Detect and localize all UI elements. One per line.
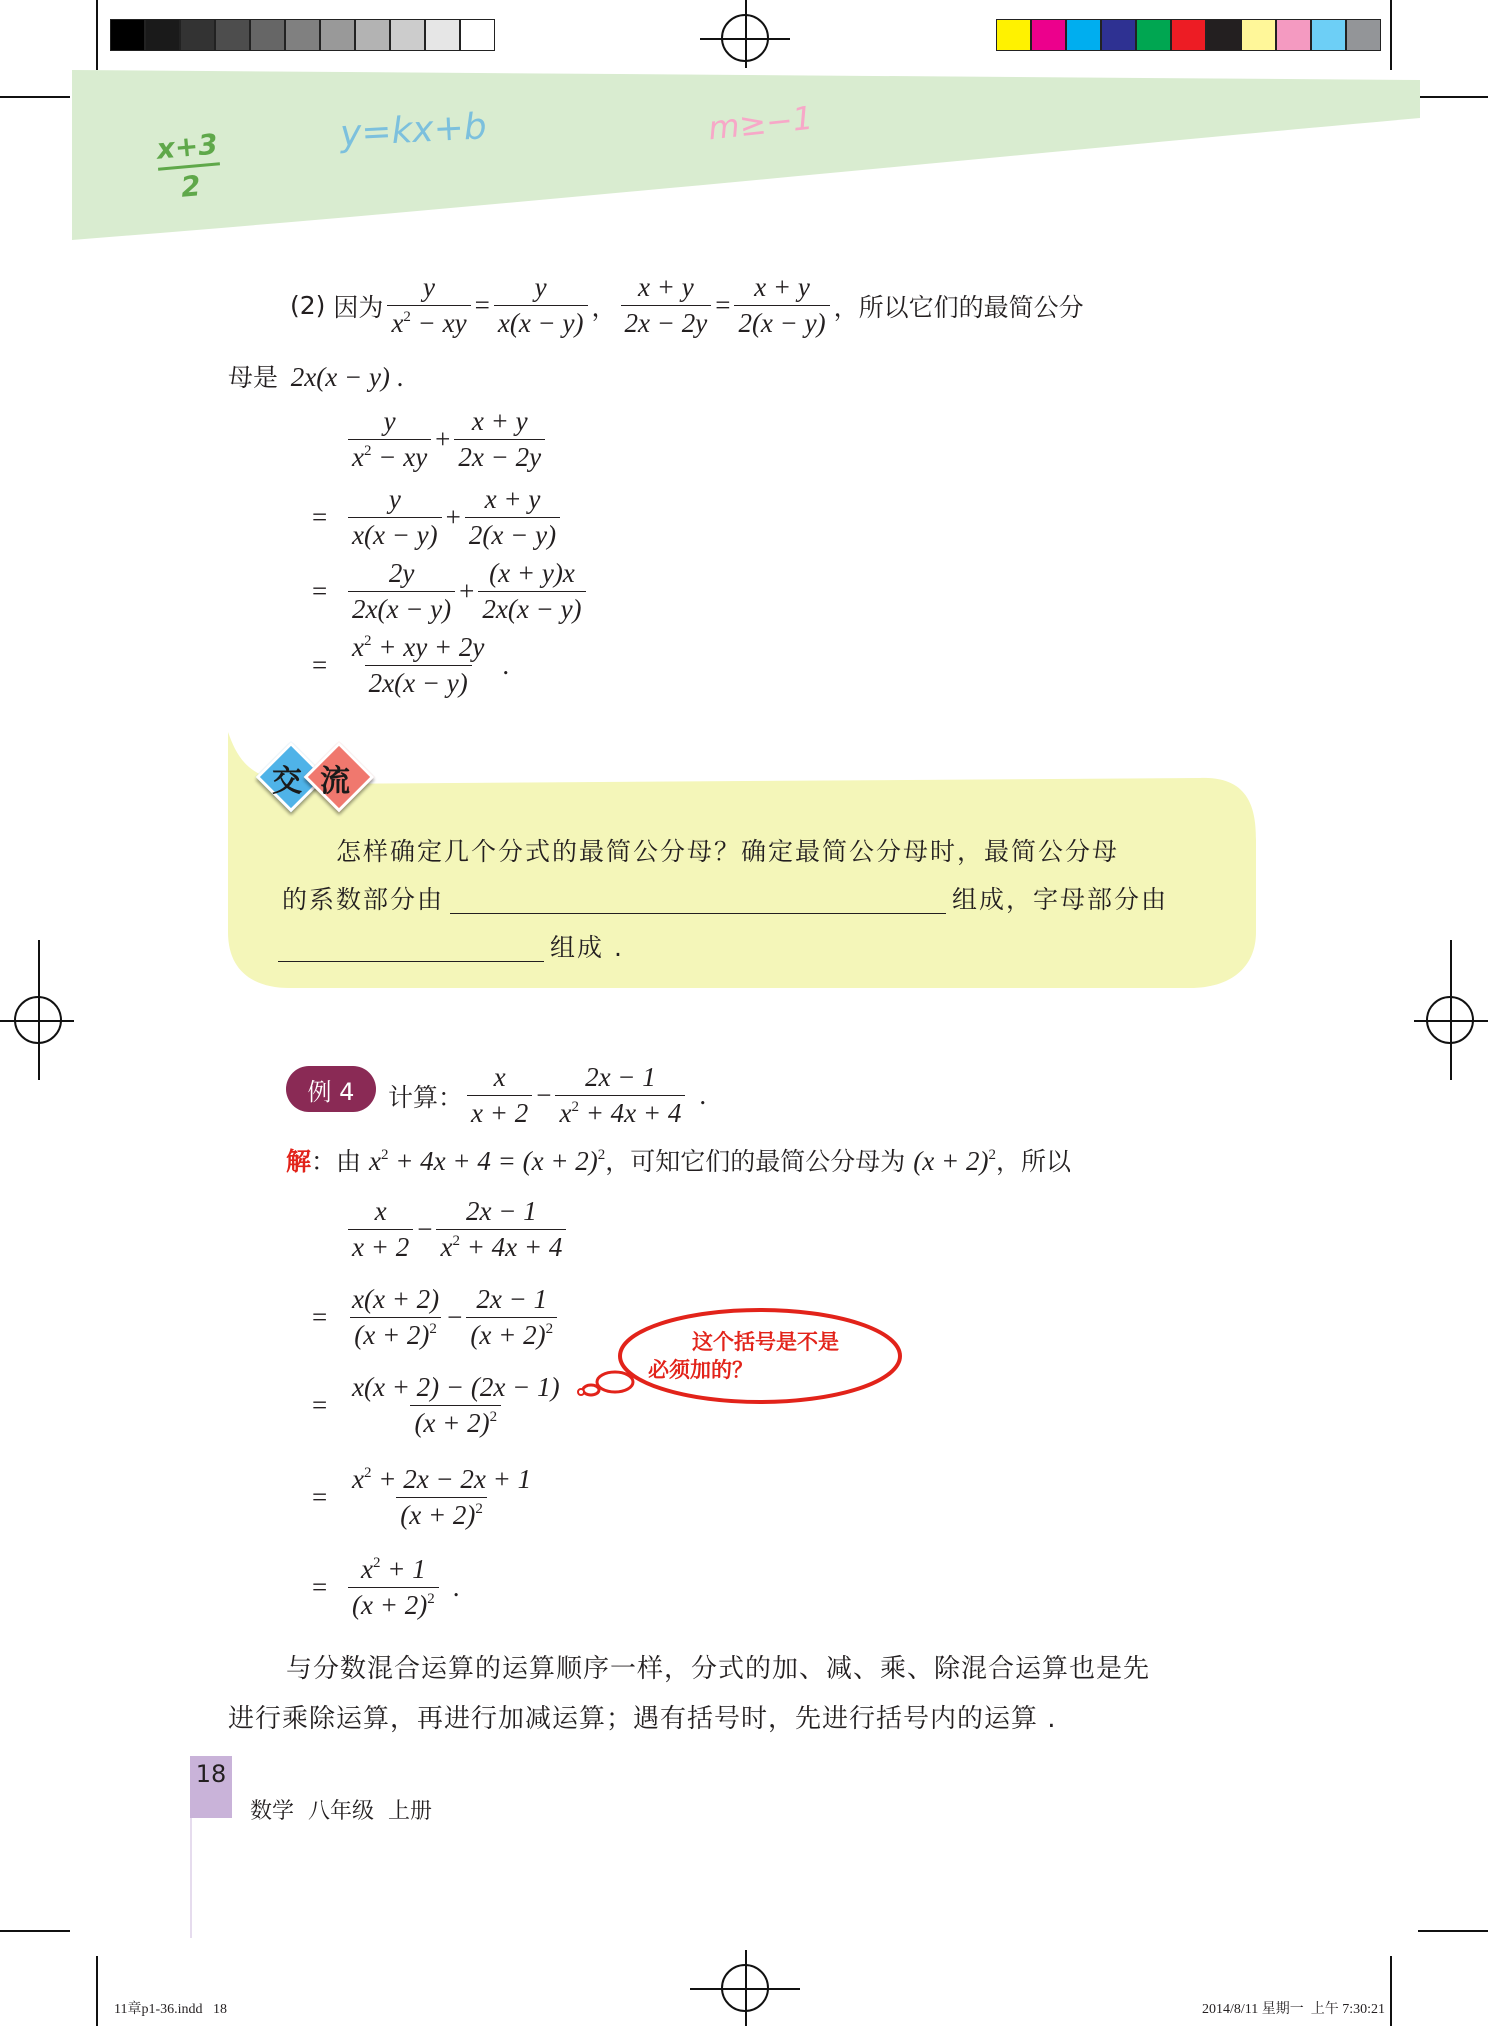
page-number: 18 [195, 1760, 227, 1788]
fraction [387, 272, 470, 339]
derivation-step: = $\frac{x^2 + 2x - 2x + 1}{(x + 2)^2}$ [312, 1464, 539, 1531]
fraction: $\frac{x^2 + 2x - 2x + 1}{(x + 2)^2}$ [352, 1464, 532, 1530]
fraction: $\frac{x}{x + 2}$ [467, 1062, 532, 1129]
page-tab-line [190, 1818, 192, 1938]
answer-blank[interactable] [278, 937, 544, 962]
file-info: 11章p1-36.indd 18 [114, 2002, 228, 2017]
example-badge-label: 例 4 [307, 1077, 355, 1106]
fraction: $\frac{2x - 1}{x^2 + 4x + 4}$ [555, 1062, 685, 1129]
header-frac-top: x+3 [155, 127, 220, 166]
cloud-text-line: 这个括号是不是 [692, 1330, 839, 1354]
discussion-line-1: 怎样确定几个分式的最简公分母？确定最简公分母时，最简公分母 [336, 837, 1120, 866]
fraction: $\frac{x(x + 2)}{(x + 2)^2}$ [352, 1284, 440, 1350]
part2-derivation [312, 406, 912, 706]
fraction: $\frac{y}{x(x - y)}$ [348, 484, 442, 551]
fraction: $\frac{x(x + 2) - (2x - 1)}{(x + 2)^2}$ [352, 1372, 560, 1438]
denominator: 2x − 2y [621, 305, 712, 339]
part2-continuation: 母是 [228, 363, 279, 392]
header-formula-inequality: m≥−1 [706, 98, 815, 148]
part2-conclusion: ，所以它们的最简公分 [833, 292, 1084, 322]
cloud-text [622, 1328, 839, 1384]
period: . [396, 362, 404, 392]
denominator: x(x − y) [494, 305, 588, 339]
denominator: $x^2$ − xy [387, 305, 470, 339]
example-question: 计算： $\frac{x}{x + 2}$ − $\frac{2x - 1}{x^2 + 4x + 4}$ . [388, 1062, 707, 1128]
fraction: $\frac{x^2 + 1}{(x + 2)^2}$ [348, 1554, 439, 1621]
crop-mark [1390, 1956, 1392, 2026]
header-formula-fraction [155, 127, 223, 205]
derivation-step: = $\frac{x(x + 2) - (2x - 1)}{(x + 2)^2}$ [312, 1372, 568, 1439]
example-prompt: 计算： [388, 1082, 464, 1112]
print-timestamp: 2014/8/11 星期一 上午 7:30:21 [1202, 2002, 1386, 2017]
derivation-step: = $\frac{x^2 + 1}{(x + 2)^2}$ . [312, 1554, 460, 1620]
part2-lcd: 2x(x − y) [290, 362, 390, 392]
header-frac-bottom: 2 [179, 169, 202, 204]
registration-line [0, 1020, 74, 1022]
derivation-step: = $\frac{x^2 + xy + 2y}{2x(x - y)}$ . [312, 632, 510, 698]
derivation-step: $\frac{y}{x^2 - xy}$ + $\frac{x + y}{2x - 2y}$ [312, 406, 549, 473]
fraction: $\frac{2y}{2x(x - y)}$ [348, 558, 455, 625]
answer-blank[interactable] [450, 889, 946, 914]
book-title: 数学 八年级 上册 [250, 1799, 432, 1824]
badge-char: 流 [320, 764, 350, 799]
fraction: $\frac{x + y}{2(x - y)}$ [465, 484, 560, 551]
summary-line-1: 与分数混合运算的运算顺序一样，分式的加、减、乘、除混合运算也是先 [286, 1654, 1151, 1684]
header-formula-linear: y=kx+b [339, 106, 488, 155]
numerator: y [423, 272, 436, 302]
separator: ， [591, 292, 617, 322]
discussion-badge [262, 748, 392, 808]
fraction [734, 272, 829, 339]
solution-line: 解：由 $x^2 + 4x + 4 = (x + 2)^2$，可知它们的最简公分母为 $(x + 2)^2$，所以 [286, 1146, 1071, 1176]
discussion-line-3: 组成 . [278, 928, 624, 964]
derivation-step: = $\frac{2y}{2x(x - y)}$ + $\frac{(x + y)x}{2x(x - y)}$ [312, 558, 590, 625]
solution-label: 解 [286, 1147, 312, 1176]
part2-lcd-line [228, 358, 403, 394]
badge-char: 交 [272, 764, 302, 799]
derivation-step: = $\frac{y}{x(x - y)}$ + $\frac{x + y}{2(x - y)}$ [312, 484, 564, 551]
crop-mark [0, 1930, 70, 1932]
fraction: $\frac{x}{x + 2}$ [348, 1196, 413, 1263]
fraction: $\frac{2x - 1}{(x + 2)^2}$ [466, 1284, 557, 1351]
fraction: $\frac{(x + y)x}{2x(x - y)}$ [478, 558, 585, 625]
fraction: $\frac{x + y}{2x - 2y}$ [454, 406, 545, 473]
numerator: x + y [638, 272, 694, 302]
fraction [621, 272, 712, 339]
denominator: 2(x − y) [734, 305, 829, 339]
derivation-step: = $\frac{x(x + 2)}{(x + 2)^2}$ − $\frac{2x - 1}{(x + 2)^2}$ [312, 1284, 561, 1351]
discussion-line-2: 的系数部分由 组成，字母部分由 [282, 885, 1169, 914]
fraction: $\frac{y}{x^2 - xy}$ [348, 406, 431, 473]
part2-statement: (2) 因为 $\frac{y}{x^2 - xy}$ = $\frac{y}{x(x - y)}$ ， $\frac{x + y}{2x - 2y}$ = $\frac{x + y}{2(x - y)}$ ，所以它们的最简公分 [290, 272, 1084, 338]
registration-line [690, 1988, 800, 1990]
registration-line [1414, 1020, 1488, 1022]
crop-mark [1418, 1930, 1488, 1932]
part2-label: (2) [290, 291, 326, 320]
summary-line-2: 进行乘除运算，再进行加减运算；遇有括号时，先进行括号内的运算 . [228, 1704, 1057, 1734]
cloud-text-line: 必须加的？ [648, 1358, 753, 1382]
fraction: $\frac{x^2 + xy + 2y}{2x(x - y)}$ [352, 632, 485, 698]
crop-mark [96, 1956, 98, 2026]
part2-intro: 因为 [333, 292, 384, 322]
fraction: $\frac{2x - 1}{x^2 + 4x + 4}$ [436, 1196, 566, 1263]
numerator: x + y [754, 272, 810, 302]
numerator: y [534, 272, 547, 302]
example-badge [286, 1066, 376, 1112]
page-tab [190, 1756, 232, 1818]
fraction [494, 272, 588, 339]
derivation-step: $\frac{x}{x + 2}$ − $\frac{2x - 1}{x^2 + 4x + 4}$ [312, 1196, 570, 1263]
